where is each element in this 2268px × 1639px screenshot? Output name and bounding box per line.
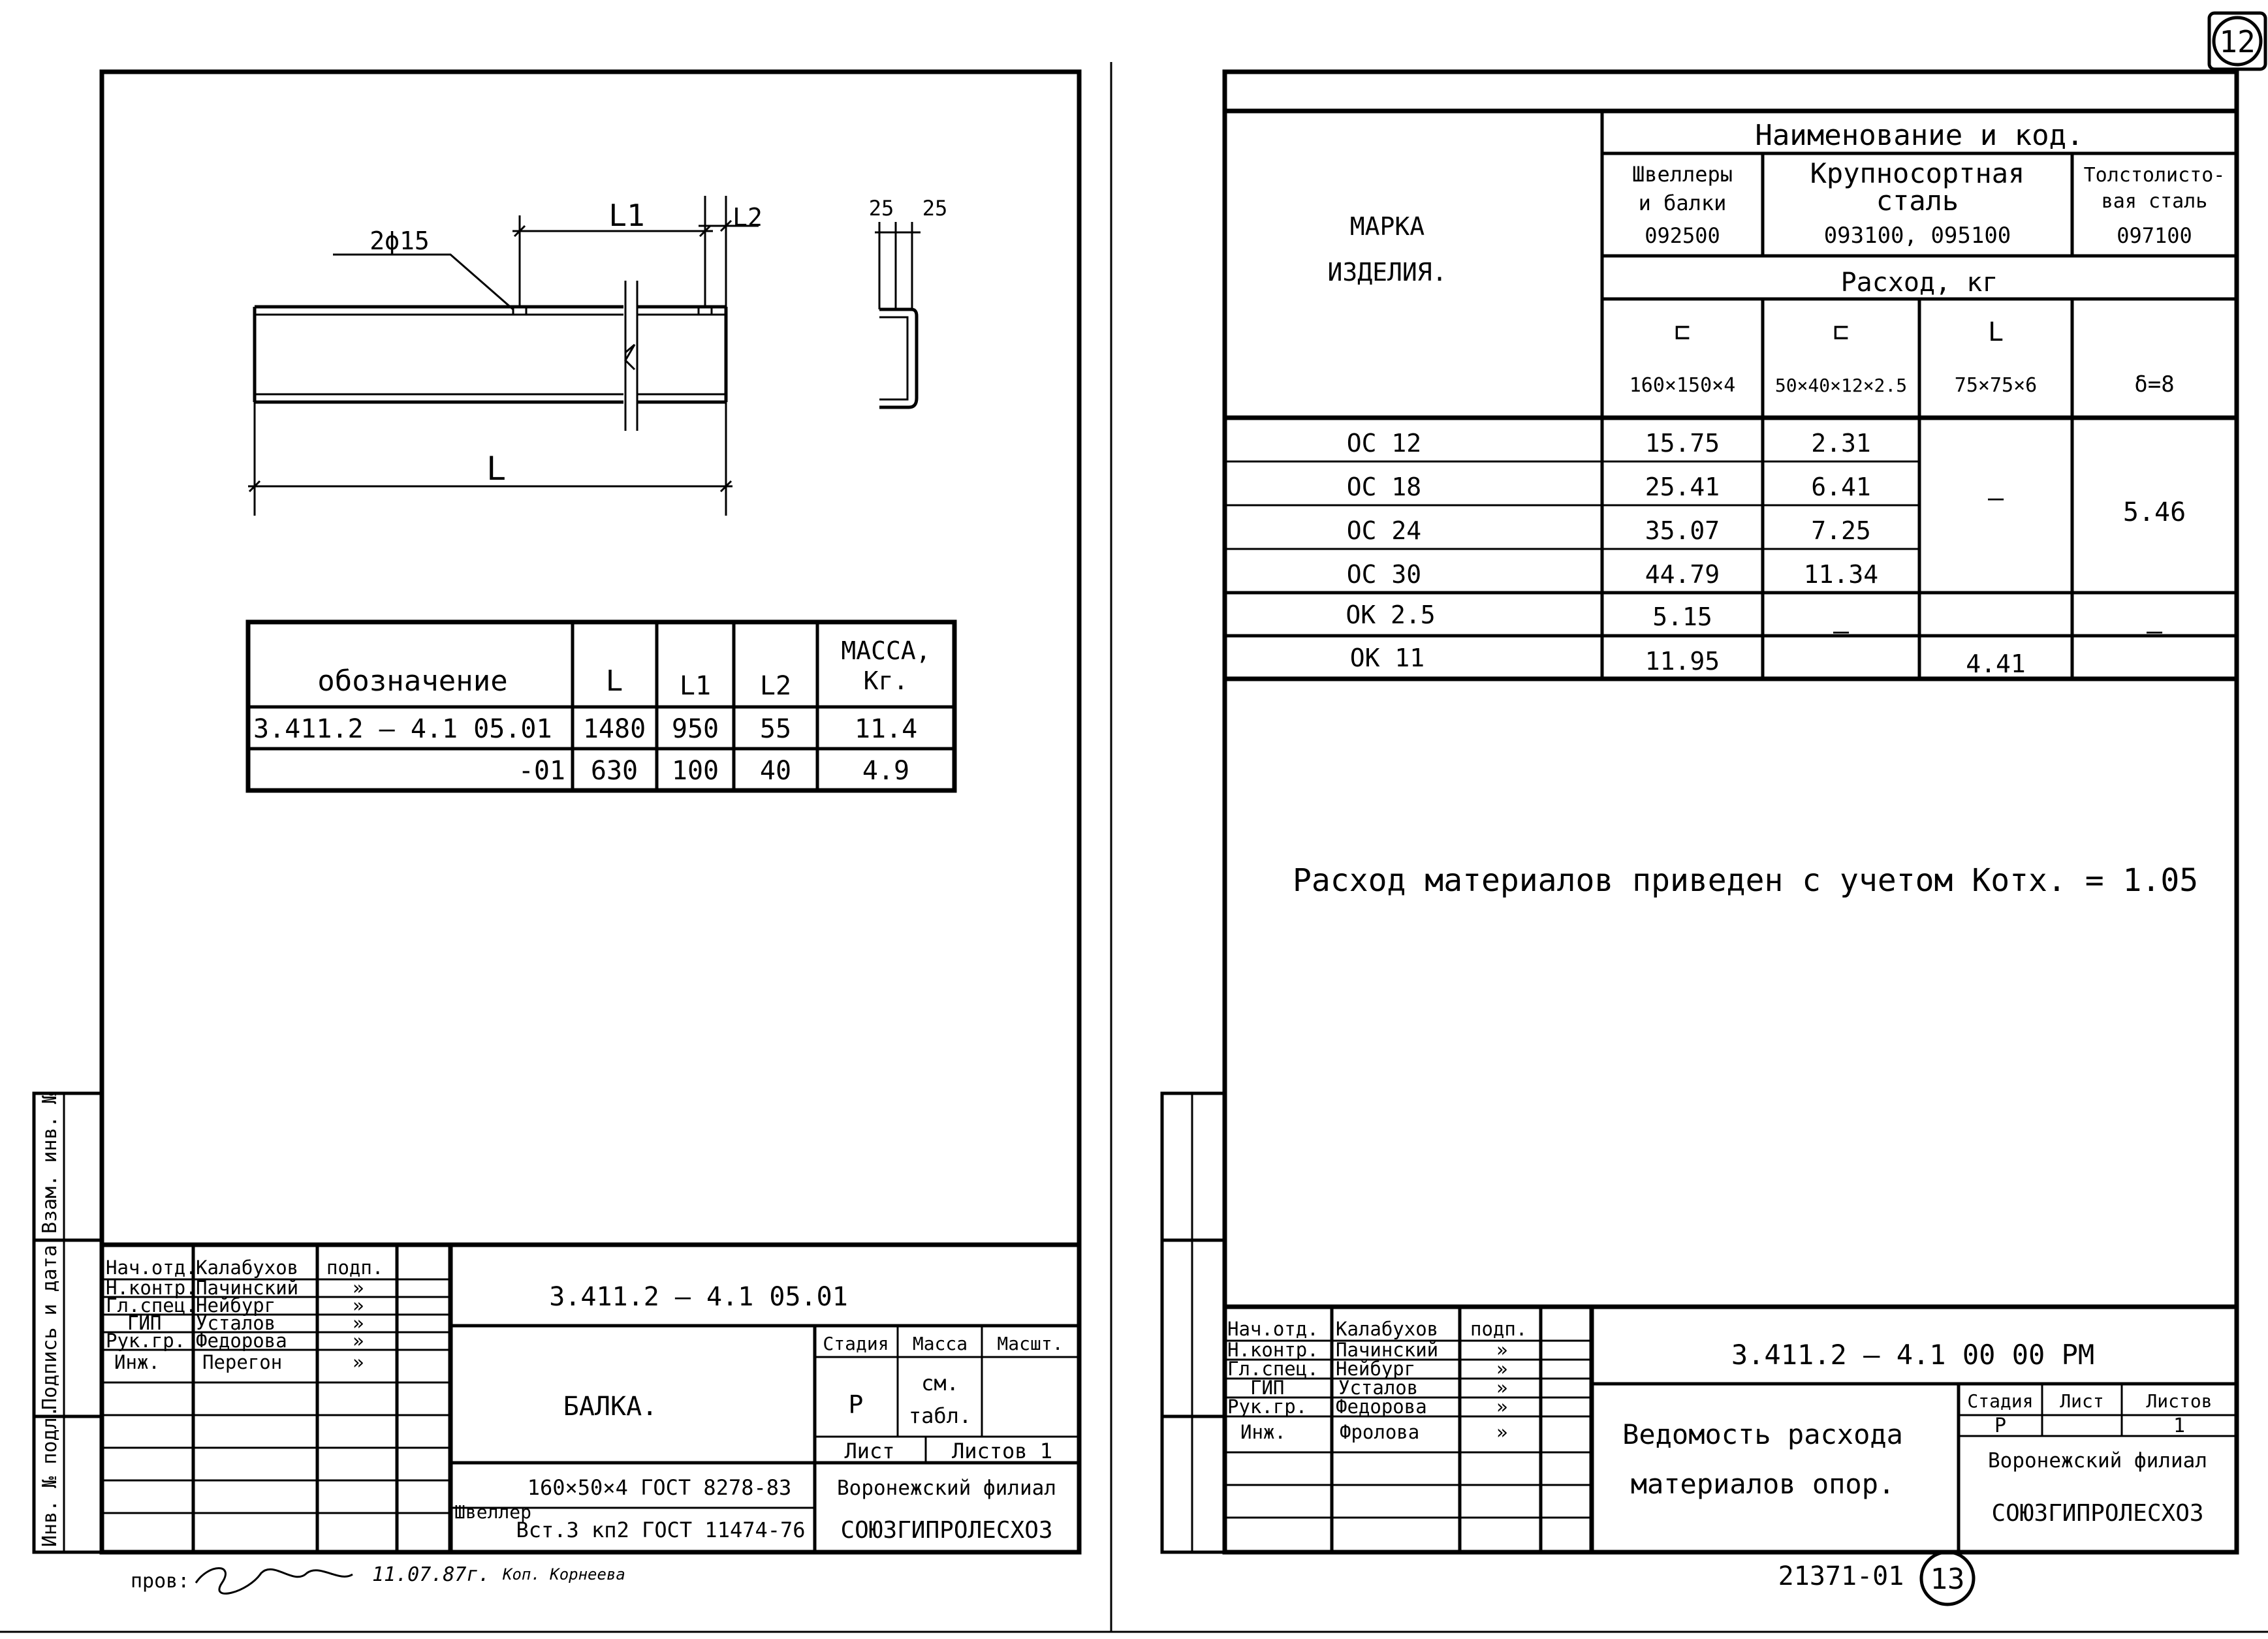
role-norm-control: Н.контр. (106, 1277, 197, 1299)
consumption-header: Расход, кг (1840, 268, 1998, 298)
group-channels-name-2: и балки (1638, 191, 1727, 215)
doc-title-2: материалов опор. (1630, 1468, 1895, 1500)
group-plate-steel-code: 097100 (2117, 223, 2192, 248)
name-engineer: Фролова (1340, 1421, 1420, 1443)
name-chief-spec: Нейбург (1336, 1358, 1416, 1380)
col-header-designation: обозначение (317, 664, 508, 698)
cell-channels: 15.75 (1645, 429, 1720, 458)
sign-gip: » (353, 1312, 364, 1334)
table-row (1347, 560, 1878, 589)
mass-value-1: см. (921, 1371, 959, 1396)
stage-label: Стадия (1967, 1390, 2034, 1412)
stage-value: Р (848, 1390, 864, 1419)
sheet-number-badge-bottom (1921, 1552, 1974, 1604)
cell-designation: -01 (518, 756, 565, 786)
mass-label: Масса (912, 1333, 968, 1354)
group-channels-code: 092500 (1645, 223, 1720, 248)
archive-number: 21371-01 (1778, 1561, 1904, 1591)
col-header-l2: L2 (759, 671, 792, 701)
role-engineer: Инж. (1240, 1421, 1286, 1443)
group-section-steel-name-2: сталь (1876, 185, 1959, 217)
name-group-lead: Федорова (1336, 1396, 1427, 1418)
group-plate-steel-name-1: Толстолисто- (2083, 164, 2226, 187)
dim-label-l: L (486, 450, 507, 488)
cell-channels: 5.15 (1652, 602, 1712, 631)
name-gip: Усталов (196, 1312, 276, 1334)
left-sheet (34, 72, 1079, 1593)
name-norm-control: Пачинский (1336, 1339, 1439, 1361)
col-header-mass: МАССА, (841, 636, 931, 665)
doc-code: 3.411.2 – 4.1 00 00 РМ (1731, 1339, 2095, 1371)
role-norm-control: Н.контр. (1227, 1339, 1319, 1361)
left-footer (131, 1563, 625, 1593)
name-chief-spec: Нейбург (196, 1294, 276, 1317)
role-group-lead: Рук.гр. (1227, 1396, 1308, 1418)
sheets-label: Листов (2146, 1390, 2213, 1412)
sign-engineer: » (353, 1351, 364, 1373)
name-code-header: Наименование и код. (1755, 119, 2084, 152)
group-channels-name-1: Швеллеры (1631, 162, 1733, 187)
side-stamp-replaced-inv: Взам. инв. № (39, 1092, 61, 1234)
mark-header-2: ИЗДЕЛИЯ. (1327, 258, 1447, 287)
cell-bent-channel: 2.31 (1811, 429, 1871, 458)
group-section-steel-name-1: Крупносортная (1810, 157, 2025, 189)
consumption-table (1225, 111, 2237, 679)
cell-mark: ОС 18 (1346, 473, 1422, 501)
stage-label: Стадия (823, 1333, 889, 1354)
name-norm-control: Пачинский (196, 1277, 299, 1299)
org-name: СОЮЗГИПРОЛЕСХОЗ (840, 1517, 1053, 1544)
doc-title: БАЛКА. (563, 1392, 658, 1422)
table-row (1347, 429, 1871, 458)
role-chief-spec: Гл.спец. (1227, 1358, 1319, 1380)
role-head-dept: Нач.отд. (1227, 1318, 1319, 1340)
beam-drawing (248, 196, 947, 516)
cell-l1: 100 (671, 756, 719, 786)
beam-spec-table (248, 622, 954, 790)
role-gip: ГИП (1250, 1377, 1285, 1399)
sign-chief-spec: » (353, 1294, 364, 1317)
sign-norm-control: » (353, 1277, 364, 1299)
cell-bent-channel: 6.41 (1811, 473, 1871, 501)
sign-head-dept: подп. (326, 1257, 384, 1279)
role-group-lead: Рук.гр. (106, 1330, 186, 1352)
side-stamp-signature-date: Подпись и дата (39, 1245, 61, 1410)
table-row (1346, 601, 1712, 631)
table-row (1347, 516, 1871, 545)
cell-channels: 11.95 (1645, 647, 1720, 676)
consumption-note: Расход материалов приведен с учетом Котх. = 1.05 (1293, 862, 2199, 899)
material-line-2: Вст.3 кп2 ГОСТ 11474-76 (516, 1518, 806, 1542)
role-gip: ГИП (127, 1312, 162, 1334)
cell-mark: ОС 12 (1346, 429, 1422, 458)
cell-l: 630 (590, 756, 638, 786)
org-branch: Воронежский филиал (1988, 1449, 2207, 1473)
sheet-number-top: 12 (2219, 24, 2256, 59)
sheet-label: Лист (844, 1439, 895, 1463)
sign-gip: » (1496, 1377, 1508, 1399)
cell-l1: 950 (671, 714, 719, 744)
role-engineer: Инж. (114, 1351, 160, 1373)
name-group-lead: Федорова (196, 1330, 287, 1352)
cell-mark: ОС 24 (1346, 516, 1422, 545)
cell-angle-dash: — (1987, 483, 2004, 513)
col-header-l: L (605, 664, 623, 698)
right-side-strip (1162, 1093, 1225, 1552)
name-engineer: Перегон (202, 1351, 283, 1373)
cell-l: 1480 (582, 714, 646, 744)
dim-label-25a: 25 (868, 196, 894, 221)
cell-channels: 25.41 (1645, 473, 1720, 501)
sheet-number-bottom: 13 (1930, 1563, 1965, 1596)
profile-bent-channel-icon: ⊏ (1833, 317, 1850, 347)
name-gip: Усталов (1338, 1377, 1419, 1399)
table-row (1347, 473, 1871, 501)
table-row (1350, 644, 1720, 676)
cell-mass: 4.9 (862, 756, 910, 786)
sign-chief-spec: » (1496, 1358, 1508, 1380)
cell-mass: 11.4 (854, 714, 918, 744)
cell-mark: ОС 30 (1346, 560, 1422, 589)
hole-callout-label: 2ϕ15 (370, 226, 430, 255)
right-sheet (1162, 72, 2237, 1604)
group-plate-steel-name-2: вая сталь (2101, 190, 2208, 213)
sheets-value: 1 (2173, 1414, 2186, 1437)
group-section-steel-code: 093100, 095100 (1823, 223, 2011, 249)
col-header-mass-unit: Кг. (863, 666, 909, 695)
role-head-dept: Нач.отд. (106, 1257, 197, 1279)
cell-angle-value: 4.41 (1966, 649, 2026, 678)
org-branch: Воронежский филиал (837, 1476, 1056, 1500)
right-title-block (1225, 1307, 2237, 1552)
cell-bent-channel-dash: — (1833, 616, 1850, 646)
cell-mark: ОК 2.5 (1346, 601, 1436, 629)
profile-bent-channel-size: 50×40×12×2.5 (1774, 375, 1908, 396)
material-prefix: Швеллер (454, 1501, 532, 1523)
sign-head-dept: подп. (1470, 1318, 1528, 1340)
dim-label-l1: L1 (608, 198, 645, 233)
cell-designation: 3.411.2 – 4.1 05.01 (253, 714, 552, 744)
sheet-number-badge-top (2209, 13, 2265, 69)
profile-plate-size: δ=8 (2134, 371, 2175, 398)
cell-channels: 44.79 (1645, 560, 1720, 589)
checked-label: пров: (131, 1570, 190, 1593)
mass-value-2: табл. (908, 1403, 972, 1428)
left-title-block (102, 1245, 1079, 1552)
profile-channel-size: 160×150×4 (1629, 374, 1736, 397)
col-header-l1: L1 (679, 671, 712, 701)
sign-group-lead: » (1496, 1396, 1508, 1418)
cell-l2: 40 (759, 756, 792, 786)
check-date: 11.07.87г. (372, 1563, 490, 1586)
sign-engineer: » (1496, 1421, 1508, 1443)
doc-title-1: Ведомость расхода (1622, 1418, 1903, 1450)
side-stamp (34, 1092, 102, 1552)
dim-label-25b: 25 (922, 196, 948, 221)
profile-angle-icon: L (1987, 317, 2004, 347)
cell-plate-value: 5.46 (2122, 497, 2186, 527)
sheet-label: Лист (2060, 1390, 2104, 1412)
doc-code: 3.411.2 – 4.1 05.01 (549, 1282, 848, 1312)
name-head-dept: Калабухов (196, 1257, 299, 1279)
profile-channel-icon: ⊏ (1674, 317, 1691, 347)
sheets-label: Листов 1 (951, 1439, 1053, 1463)
checker-signature (196, 1569, 353, 1594)
stage-value: Р (1994, 1414, 2007, 1437)
cell-plate-dash: — (2146, 616, 2163, 646)
cell-channels: 35.07 (1645, 516, 1720, 545)
material-line-1: 160×50×4 ГОСТ 8278-83 (527, 1475, 792, 1500)
sign-norm-control: » (1496, 1339, 1508, 1361)
scale-label: Масшт. (997, 1333, 1063, 1354)
sign-group-lead: » (353, 1330, 364, 1352)
cell-bent-channel: 7.25 (1811, 516, 1871, 545)
name-head-dept: Калабухов (1336, 1318, 1439, 1340)
table-row (518, 756, 909, 786)
cell-bent-channel: 11.34 (1803, 560, 1879, 589)
side-stamp-inv-no: Инв. № подл. (39, 1405, 61, 1547)
role-chief-spec: Гл.спец. (106, 1294, 197, 1317)
profile-angle-size: 75×75×6 (1954, 374, 2038, 397)
cell-mark: ОК 11 (1349, 644, 1425, 672)
org-name: СОЮЗГИПРОЛЕСХОЗ (1991, 1500, 2204, 1527)
dim-label-l2: L2 (732, 203, 763, 232)
cell-l2: 55 (759, 714, 792, 744)
mark-header-1: МАРКА (1349, 212, 1425, 241)
copied-by: Коп. Корнеева (503, 1565, 625, 1584)
